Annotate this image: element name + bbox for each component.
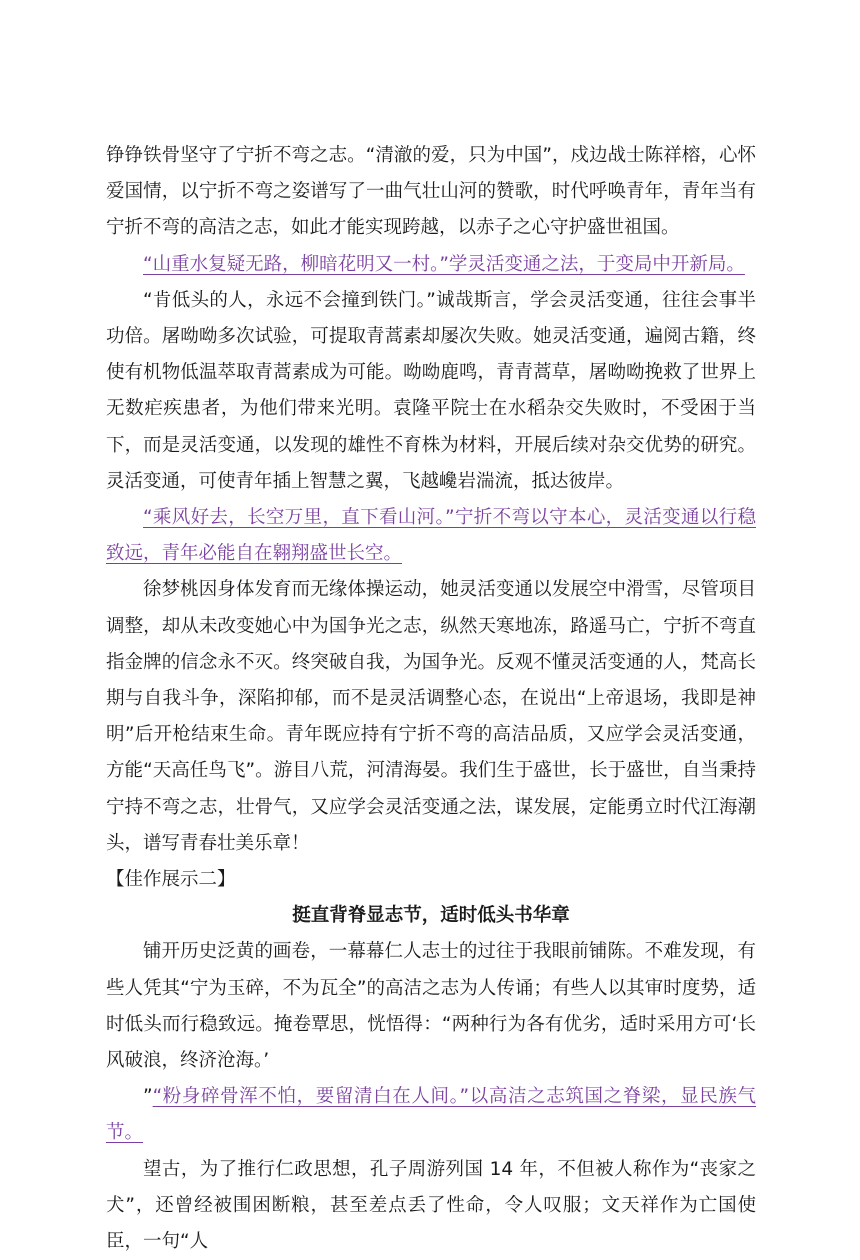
highlight-text-3: “粉身碎骨浑不怕，要留清白在人间。”以高洁之志筑国之脊梁，显民族气节。	[106, 1086, 756, 1144]
essay-title: 挺直背脊显志节，适时低头书华章	[292, 905, 570, 927]
paragraph-5: 望古，为了推行仁政思想，孔子周游列国 14 年，不但被人称作为“丧家之犬”，还曾经被围困断粮，甚至差点丢了性命，令人叹服；文天祥作为亡国使臣，一句“人	[106, 1158, 756, 1253]
highlight-text-1: “山重水复疑无路，柳暗花明又一村。”学灵活变通之法，于变局中开新局。	[143, 253, 745, 275]
paragraph-3: 徐梦桃因身体发育而无缘体操运动，她灵活变通以发展空中滑雪，尽管项目调整，却从未改变她心中为国争光之志，纵然天寒地冻，路遥马亡，宁折不弯直指金牌的信念永不灭。终突破自我，为国争光。反观不懂灵活变通的人，梵高长期与自我斗争，深陷抑郁，而不是灵活调整心态，在说出“上帝退场，我即是神明”后开枪结束生命。青年既应持有宁折不弯的高洁品质，又应学会灵活变通，方能“天高任鸟飞”。游目八荒，河清海晏。我们生于盛世，长于盛世，自当秉持宁持不弯之志，壮骨气，又应学会灵活变通之法，谋发展，定能勇立时代江海潮头，谱写青春壮美乐章！	[106, 579, 756, 854]
closing-quote: ”	[143, 1086, 153, 1108]
paragraph-1: 铮铮铁骨坚守了宁折不弯之志。“清澈的爱，只为中国”，戍边战士陈祥榕，心怀爱国情，以宁折不弯之姿谱写了一曲气壮山河的赞歌，时代呼唤青年，青年当有宁折不弯的高洁之志，如此才能实现跨越，以赤子之心守护盛世祖国。	[106, 145, 756, 239]
highlight-sentence-3	[106, 1079, 756, 1151]
highlight-text-2: “乘风好去，长空万里，直下看山河。”宁折不弯以守本心，灵活变通以行稳致远，青年必能自在翱翔盛世长空。	[106, 507, 756, 565]
paragraph-4: 铺开历史泛黄的画卷，一幕幕仁人志士的过往于我眼前铺陈。不难发现，有些人凭其“宁为玉碎，不为瓦全”的高洁之志为人传诵；有些人以其审时度势，适时低头而行稳致远。掩卷覃思，恍悟得：“两种行为各有优劣，适时采用方可‘长风破浪，终济沧海。’	[106, 941, 756, 1072]
section-heading: 【佳作展示二】	[106, 869, 236, 891]
paragraph-2: “肯低头的人，永远不会撞到铁门。”诚哉斯言，学会灵活变通，往往会事半功倍。屠呦呦多次试验，可提取青蒿素却屡次失败。她灵活变通，遍阅古籍，终使有机物低温萃取青蒿素成为可能。呦呦鹿鸣，青青蒿草，屠呦呦挽救了世界上无数疟疾患者，为他们带来光明。袁隆平院士在水稻杂交失败时，不受困于当下，而是灵活变通，以发现的雄性不育株为材料，开展后续对杂交优势的研究。灵活变通，可使青年插上智慧之翼，飞越巉岩湍流，抵达彼岸。	[106, 289, 756, 492]
document-page	[106, 138, 756, 1260]
highlight-sentence-2	[106, 500, 756, 572]
highlight-sentence-1	[106, 247, 756, 283]
